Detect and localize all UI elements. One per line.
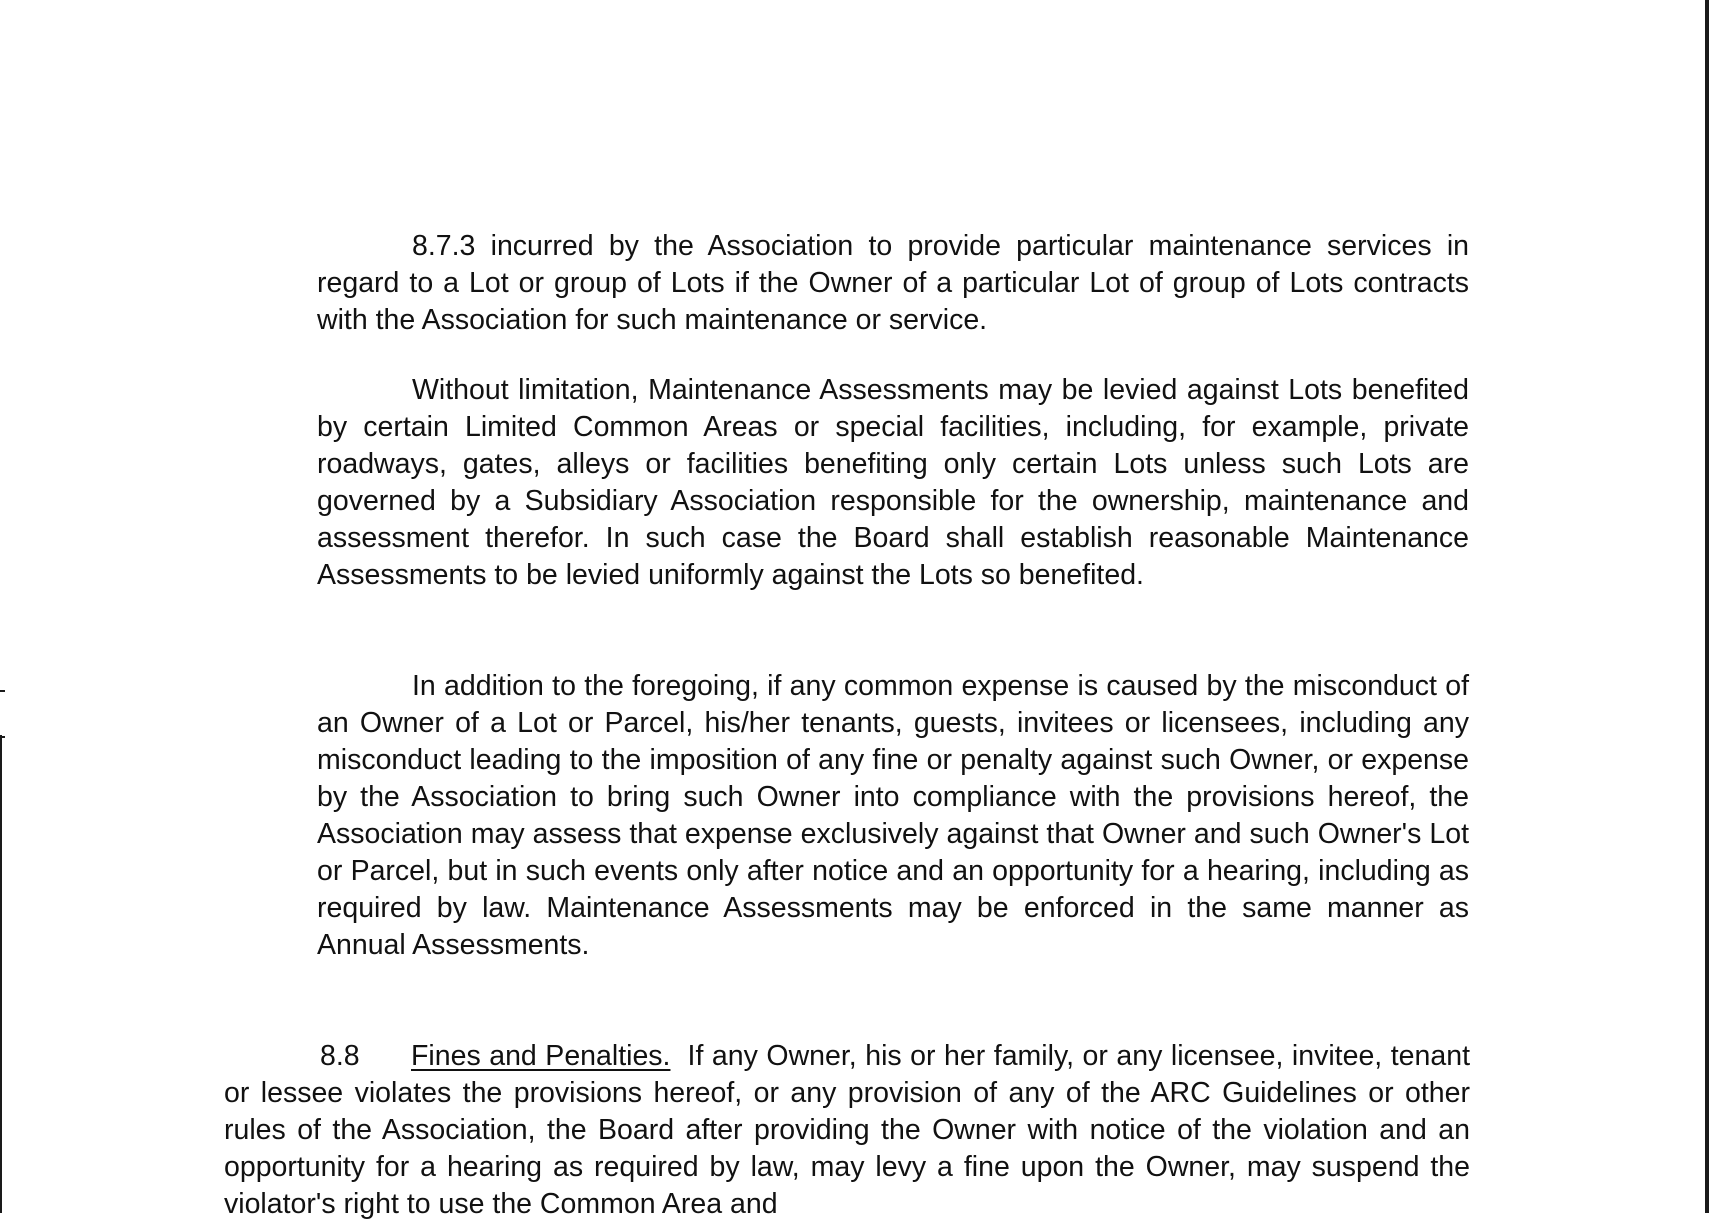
paragraph-maintenance-assessments: Without limitation, Maintenance Assessments may be levied against Lots benefited by certain Limited Common Areas or special facilities, including, for example, private roadways, gates, alleys or facilities benefiting only certain Lots unless such Lots are governed by a Subsidiary Association responsible for the ownership, maintenance and assessment therefor. In such case the Board shall establish reasonable Maintenance Assessments to be levied uniformly against the Lots so benefited. — [317, 374, 1469, 591]
scan-edge-mark — [0, 736, 5, 738]
scan-edge-mark — [0, 690, 5, 692]
paragraph-misconduct-expenses: In addition to the foregoing, if any common expense is caused by the misconduct of an Owner of a Lot or Parcel, his/her tenants, guests, invitees or licensees, including any misconduct leading to the imposition of any fine or penalty against such Owner, or expense by the Association to bring such Owner into compliance with the provisions hereof, the Association may assess that expense exclusively against that Owner and such Owner's Lot or Parcel, but in such events only after notice and an opportunity for a hearing, including as required by law. Maintenance Assessments may be enforced in the same manner as Annual Assessments. — [317, 670, 1469, 961]
section-number: 8.8 — [320, 1040, 360, 1072]
section-body: If any Owner, his or her family, or any licensee, invitee, tenant or lessee violates the provisions hereof, or any provision of any of the ARC Guidelines or other rules of the Association, the Board after providing the Owner with notice of the violation and an opportunity for a hearing as required by law, may levy a fine upon the Owner, may suspend the violator's right to use the Common Area and — [224, 1040, 1470, 1220]
scan-edge-right — [1705, 0, 1709, 1213]
scan-edge-left — [0, 735, 2, 1213]
paragraph-8-7-3: 8.7.3 incurred by the Association to provide particular maintenance services in regard to a Lot or group of Lots if the Owner of a particular Lot of group of Lots contracts with the Association for such maintenance or service. — [317, 230, 1469, 336]
section-8-8 — [224, 1038, 1470, 1223]
section-title: Fines and Penalties. — [411, 1040, 671, 1072]
